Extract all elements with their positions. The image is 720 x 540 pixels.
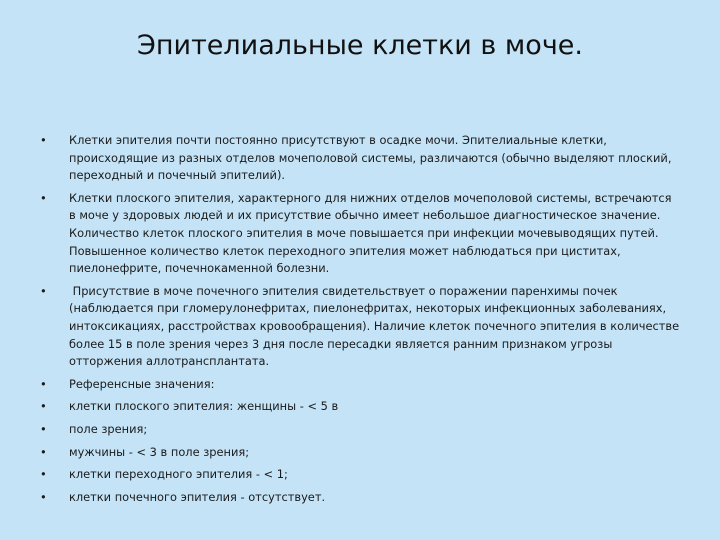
bullet-text: Клетки плоского эпителия, характерного для нижних отделов мочеполовой системы, встречаются в моче у здоровых людей и их присутствие обычно имеет небольшое диагностическое значение. Количество клеток плоского эпителия в моче повышается при инфекции мочевыводящих путей. Повышенное количество клеток переходного эпителия может наблюдаться при циститах, пиелонефрите, почечнокаменной болезни. bbox=[69, 190, 672, 276]
bullet-text: Клетки эпителия почти постоянно присутствуют в осадке мочи. Эпителиальные клетки, происходящие из разных отделов мочеполовой системы, различаются (обычно выделяют плоский, переходный и почечный эпителий). bbox=[69, 133, 672, 183]
bullet-item bbox=[40, 376, 680, 394]
bullet-marker: • bbox=[40, 133, 47, 147]
bullet-text: Референсные значения: bbox=[69, 376, 215, 391]
bullet-item bbox=[40, 132, 680, 185]
bullet-marker: • bbox=[40, 444, 47, 459]
bullet-marker: • bbox=[40, 190, 47, 205]
bullet-item bbox=[40, 466, 680, 484]
bullet-item bbox=[40, 444, 680, 462]
bullet-marker: • bbox=[40, 399, 47, 414]
bullet-marker: • bbox=[40, 467, 47, 482]
bullet-marker: • bbox=[40, 489, 47, 504]
bullet-text: поле зрения; bbox=[69, 421, 148, 436]
bullet-item bbox=[40, 489, 680, 507]
bullet-marker: • bbox=[40, 376, 47, 391]
bullet-text: клетки переходного эпителия - < 1; bbox=[69, 467, 288, 482]
bullet-text: клетки почечного эпителия - отсутствует. bbox=[69, 489, 326, 504]
bullet-text: Присутствие в моче почечного эпителия свидетельствует о поражении паренхимы почек (наблюдается при гломерулонефритах, пиелонефритах, некоторых инфекционных заболеваниях, интоксикациях, расстройствах кровообращения). Наличие клеток почечного эпителия в количестве более 15 в поле зрения через 3 дня после пересадки является ранним признаком угрозы отторжения аллотрансплантата. bbox=[69, 283, 683, 369]
bullet-marker: • bbox=[40, 283, 47, 298]
bullet-item bbox=[40, 421, 680, 439]
slide-title: Эпителиальные клетки в моче. bbox=[137, 30, 583, 61]
bullet-text: мужчины - < 3 в поле зрения; bbox=[69, 444, 250, 459]
bullet-marker: • bbox=[40, 421, 47, 436]
bullet-text: клетки плоского эпителия: женщины - < 5 в bbox=[69, 399, 339, 414]
bullet-item bbox=[40, 190, 680, 278]
bullet-list bbox=[40, 132, 683, 511]
bullet-item bbox=[40, 283, 683, 371]
bullet-item bbox=[40, 398, 680, 416]
